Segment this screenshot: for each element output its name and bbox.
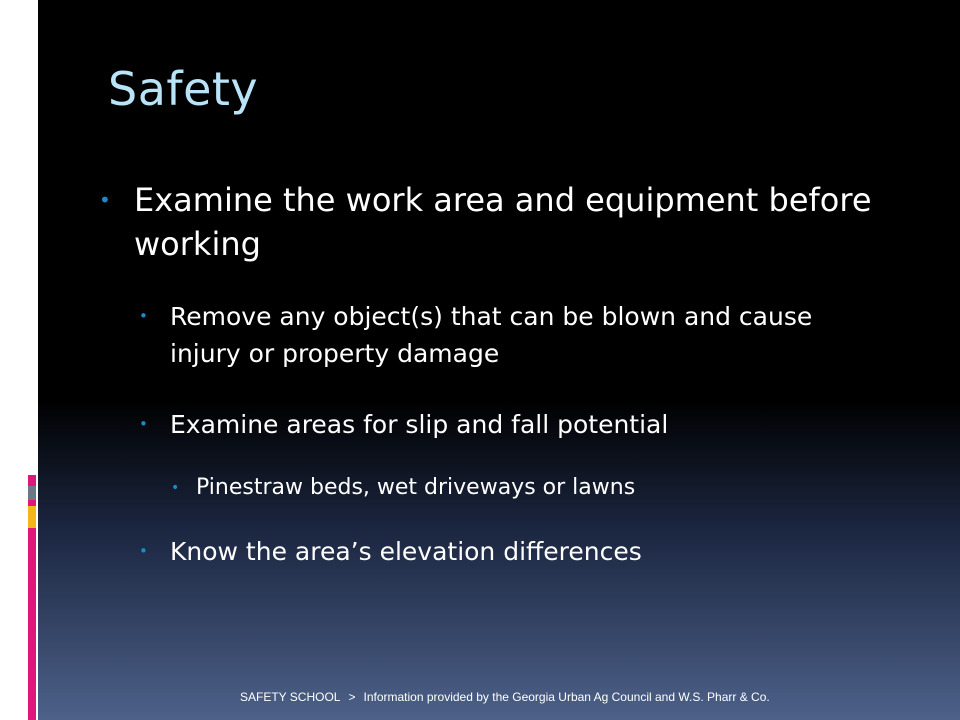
bullet-dot-icon: • [139,415,148,433]
bullet-dot-icon: • [171,480,180,496]
bullet-text: Examine the work area and equipment before working [134,181,872,263]
bullet-text: Remove any object(s) that can be blown and cause injury or property damage [170,302,813,368]
bullet-text: Know the area’s elevation differences [170,537,642,566]
bullet-level2 [139,406,930,443]
bullet-level1 [99,178,944,266]
footer-separator: > [348,690,356,704]
slide-content [38,0,960,720]
footer-left-text: SAFETY SCHOOL [240,690,341,704]
bullet-level2 [139,298,890,372]
footer-right-text: Information provided by the Georgia Urban Ag Council and W.S. Pharr & Co. [363,690,770,704]
yellow-accent-square [28,506,36,528]
bullet-dot-icon: • [99,188,111,212]
slide-footer [240,690,770,704]
bullet-level2 [139,533,930,570]
slide-sidebar [0,0,38,720]
gray-accent-square [28,486,36,500]
pink-accent-square [28,475,36,483]
bullet-dot-icon: • [139,542,148,560]
slide-title: Safety [108,62,259,116]
bullet-level3 [171,472,916,504]
bullet-text: Examine areas for slip and fall potential [170,410,669,439]
bullet-text: Pinestraw beds, wet driveways or lawns [196,475,636,500]
bullet-list [38,0,960,720]
bullet-dot-icon: • [139,307,148,325]
